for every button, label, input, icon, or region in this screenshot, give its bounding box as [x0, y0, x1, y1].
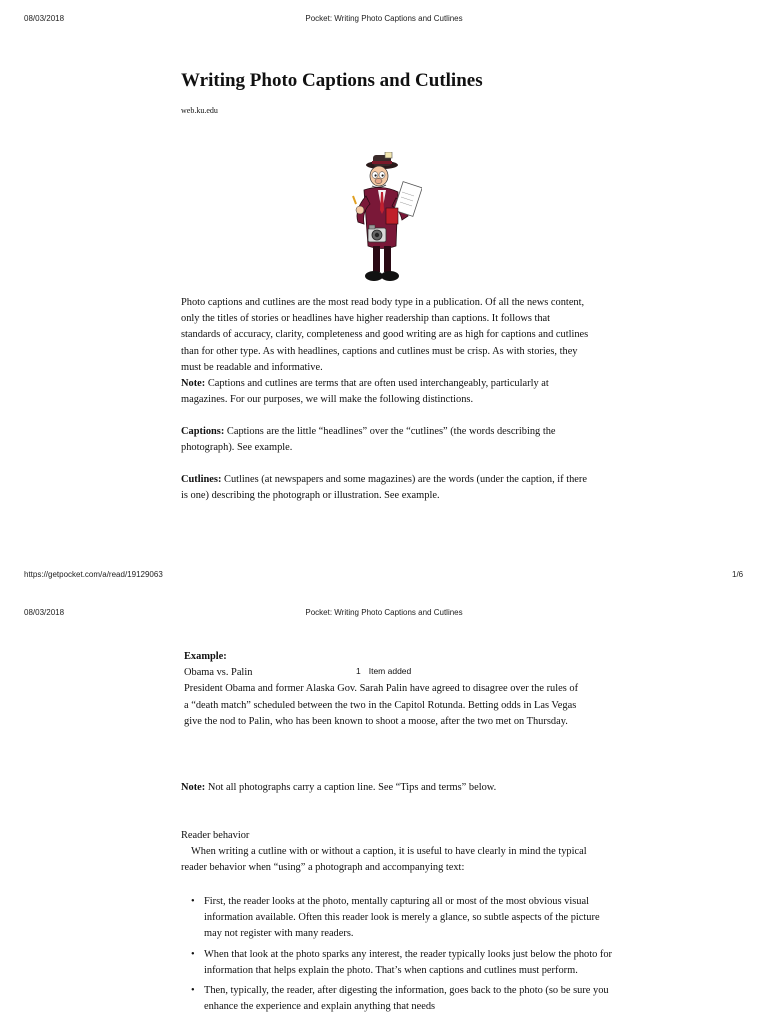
item-added-toast	[356, 666, 411, 676]
note-label: Note:	[181, 378, 206, 390]
page2-header-title: Pocket: Writing Photo Captions and Cutlines	[305, 608, 463, 617]
note2-text: Not all photographs carry a caption line. See “Tips and terms” below.	[205, 782, 497, 793]
section-intro: When writing a cutline with or without a caption, it is useful to have clearly in mind the typical reader behavior when “using” a photograph and accompanying text:	[181, 846, 587, 874]
toast-count: 1	[356, 666, 361, 676]
example-caption: Obama vs. Palin	[184, 667, 253, 679]
page1-footer-url[interactable]: https://getpocket.com/a/read/19129063	[24, 570, 163, 579]
note-text: Captions and cutlines are terms that are often used interchangeably, particularly at magazines. For our purposes, we will make the following distinctions.	[181, 378, 549, 406]
page-title: Writing Photo Captions and Cutlines	[181, 70, 483, 91]
note2-label: Note:	[181, 782, 206, 793]
page1-header-date: 08/03/2018	[24, 14, 65, 23]
list-item: • First, the reader looks at the photo, mentally capturing all or most of the most obvious visual information available. Often this reader look is merely a glance, so subtle aspects of the picture may not register with many readers.	[204, 894, 614, 943]
note-paragraph	[181, 376, 591, 408]
example-cutline: President Obama and former Alaska Gov. Sarah Palin have agreed to disagree over the rules of a “death match” scheduled between the two in the Capitol Rotunda. Betting odds in Las Vegas give the nod to Palin, who has been known to shoot a moose, after the two met on Thursday.	[184, 683, 579, 727]
captions-text: Captions are the little “headlines” over the “cutlines” (the words describing the photograph). See example.	[181, 426, 556, 454]
toast-text: Item added	[368, 666, 412, 676]
page1-header-title: Pocket: Writing Photo Captions and Cutlines	[305, 14, 463, 23]
section-heading: Reader behavior	[181, 830, 250, 841]
intro-paragraph: Photo captions and cutlines are the most read body type in a publication. Of all the news content, only the titles of stories or headlines have higher readership than captions. It follows that standards of accuracy, clarity, completeness and good writing are as high for captions and cutlines than for other type. As with headlines, captions and cutlines must be crisp. As with stories, they must be readable and informative.	[181, 297, 589, 373]
page2-header-date: 08/03/2018	[24, 608, 65, 617]
list-item: • When that look at the photo sparks any interest, the reader typically looks just below the photo for information that helps explain the photo. That’s when captions and cutlines must perform.	[204, 947, 614, 979]
intro-block	[181, 295, 591, 408]
reader-behavior-list	[181, 894, 614, 1019]
page1-footer-page-number: 1/6	[732, 570, 744, 579]
captions-definition	[181, 424, 591, 456]
source-domain[interactable]: web.ku.edu	[181, 106, 218, 115]
reporter-illustration	[342, 152, 422, 288]
example-block	[184, 649, 584, 730]
cutlines-definition	[181, 472, 591, 504]
cutlines-text: Cutlines (at newspapers and some magazines) are the words (under the caption, if there is one) describing the photograph or illustration. See example.	[181, 474, 587, 502]
captions-label: Captions:	[181, 426, 225, 437]
cutlines-label: Cutlines:	[181, 474, 222, 485]
list-item: • Then, typically, the reader, after digesting the information, goes back to the photo (so be sure you enhance the experience and explain anything that needs	[204, 983, 614, 1015]
note-block	[181, 780, 591, 796]
example-label: Example:	[184, 651, 227, 662]
reader-behavior-section	[181, 828, 591, 877]
